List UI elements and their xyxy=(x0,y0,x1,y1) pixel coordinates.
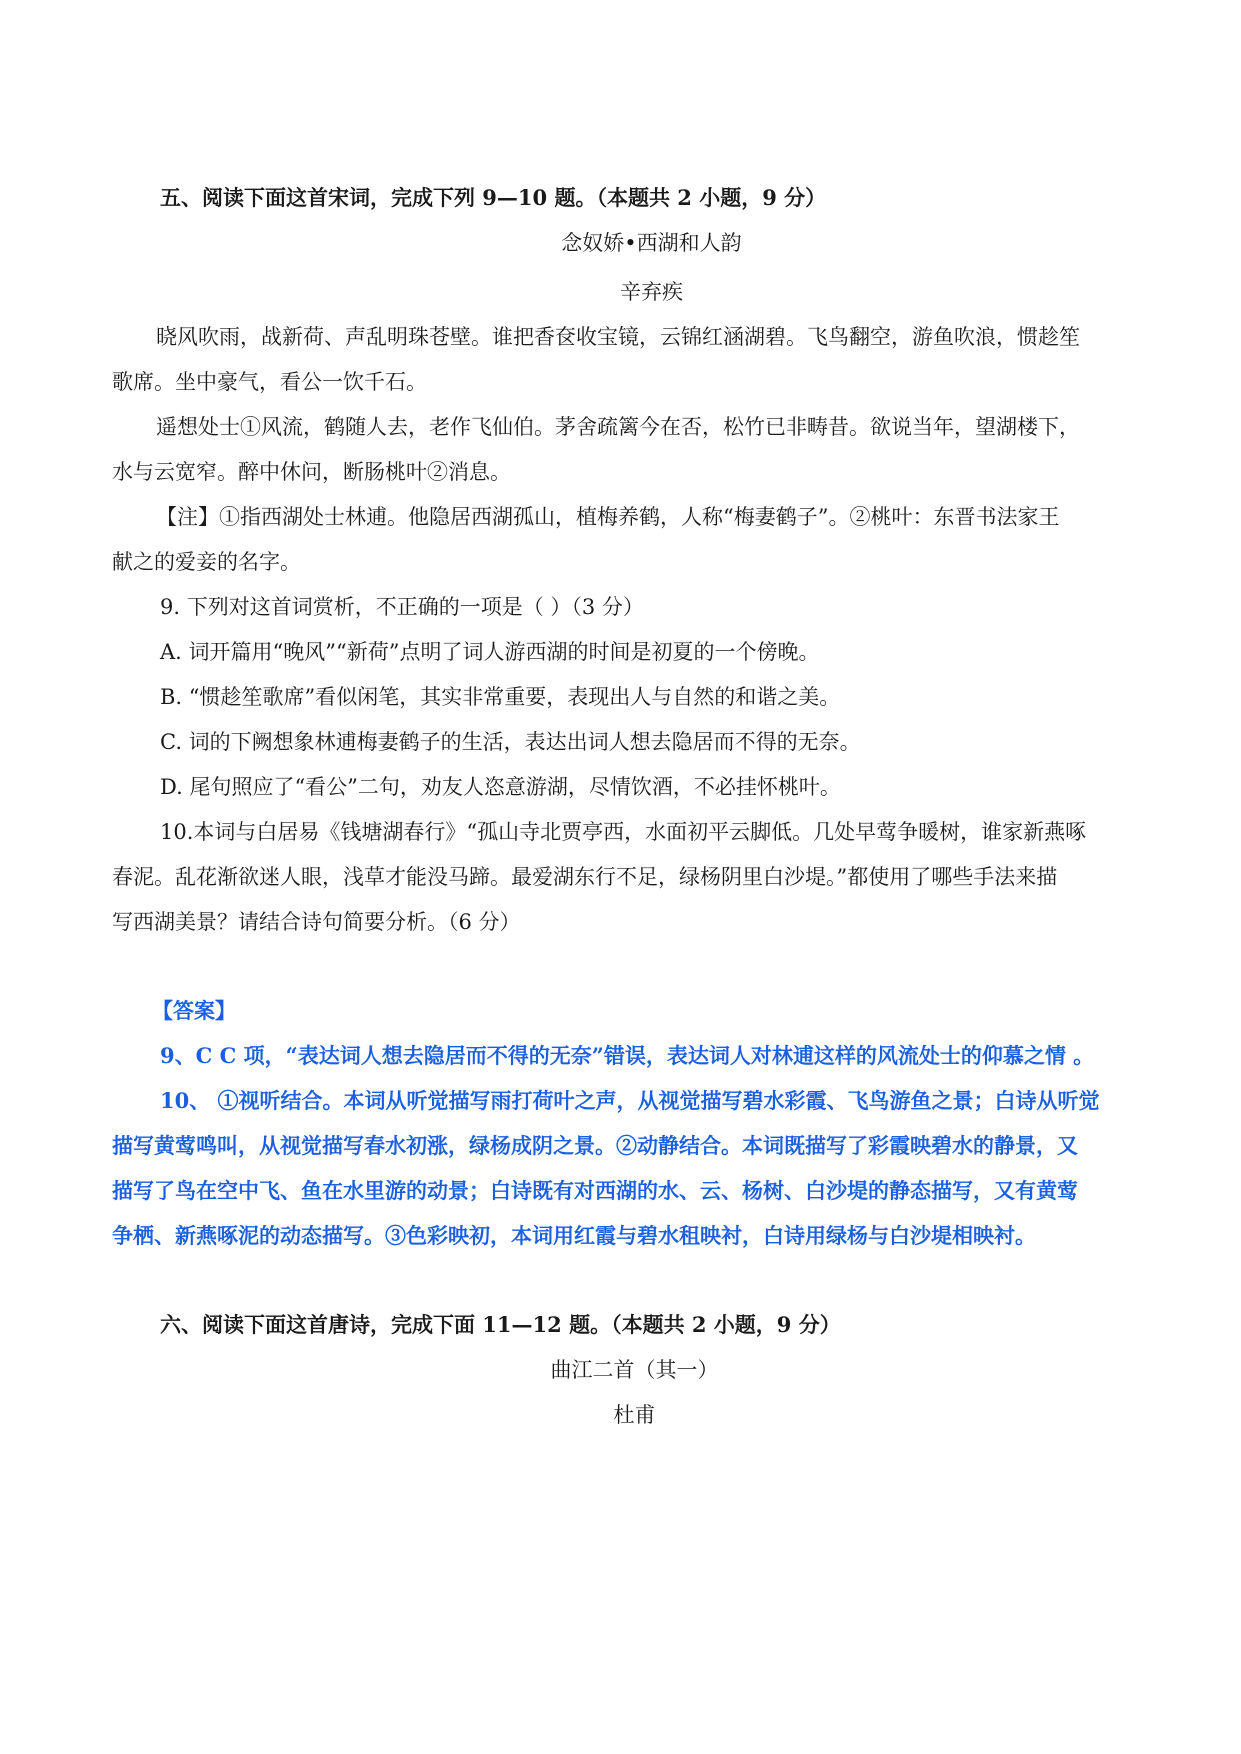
section-five-heading: 五、阅读下面这首宋词，完成下列 9—10 题。（本题共 2 小题，9 分） xyxy=(160,185,827,210)
poem-author: 辛弃疾 xyxy=(620,280,683,304)
note-line-1: 【注】①指西湖处士林逋。他隐居西湖孤山，植梅养鹤，人称“梅妻鹤子”。②桃叶：东晋书法家王 xyxy=(156,505,1060,529)
answer-nine: 9、C C 项，“表达词人想去隐居而不得的无奈”错误，表达词人对林逋这样的风流处士的仰慕之情 。 xyxy=(160,1043,1095,1068)
question-ten-line-2: 春泥。乱花渐欲迷人眼，浅草才能没马蹄。最爱湖东行不足，绿杨阴里白沙堤。”都使用了哪些手法来描 xyxy=(112,865,1058,889)
question-nine-option-d: D. 尾句照应了“看公”二句，劝友人恣意游湖，尽情饮酒，不必挂怀桃叶。 xyxy=(160,775,841,799)
stanza-two-line-2: 水与云宽窄。醉中休问，断肠桃叶②消息。 xyxy=(112,460,511,484)
poem-two-author: 杜甫 xyxy=(613,1403,656,1427)
question-ten-line-1: 10.本词与白居易《钱塘湖春行》“孤山寺北贾亭西，水面初平云脚低。几处早莺争暖树，谁家新燕啄 xyxy=(160,820,1087,844)
poem-title: 念奴娇•西湖和人韵 xyxy=(561,231,742,255)
question-nine-option-a: A. 词开篇用“晚风”“新荷”点明了词人游西湖的时间是初夏的一个傍晚。 xyxy=(160,640,820,664)
question-ten-line-3: 写西湖美景？请结合诗句简要分析。（6 分） xyxy=(112,910,521,934)
question-nine-stem: 9. 下列对这首词赏析，不正确的一项是（ ）（3 分） xyxy=(160,595,644,619)
answer-ten-line-3: 描写了鸟在空中飞、鱼在水里游的动景；白诗既有对西湖的水、云、杨树、白沙堤的静态描写，又有黄莺 xyxy=(112,1178,1078,1203)
answer-ten-line-4: 争栖、新燕啄泥的动态描写。③色彩映初，本词用红霞与碧水租映衬，白诗用绿杨与白沙堤相映衬。 xyxy=(112,1223,1036,1248)
question-nine-option-c: C. 词的下阙想象林逋梅妻鹤子的生活，表达出词人想去隐居而不得的无奈。 xyxy=(160,730,861,754)
answer-label: 【答案】 xyxy=(152,998,236,1023)
poem-two-title: 曲江二首（其一） xyxy=(550,1358,719,1382)
answer-ten-line-2: 描写黄莺鸣叫，从视觉描写春水初涨，绿杨成阴之景。②动静结合。本词既描写了彩霞映碧水的静景，又 xyxy=(112,1133,1078,1158)
answer-ten-line-1: 10、 ①视听结合。本词从听觉描写雨打荷叶之声，从视觉描写碧水彩霞、飞鸟游鱼之景；白诗从听觉 xyxy=(160,1088,1100,1113)
stanza-one-line-2: 歌席。坐中豪气，看公一饮千石。 xyxy=(112,370,427,394)
question-nine-option-b: B. “惯趁笙歌席”看似闲笔，其实非常重要，表现出人与自然的和谐之美。 xyxy=(160,685,841,709)
stanza-one-line-1: 晓风吹雨，战新荷、声乱明珠苍壁。谁把香奁收宝镜，云锦红涵湖碧。飞鸟翻空，游鱼吹浪，惯趁笙 xyxy=(156,325,1080,349)
section-six-heading: 六、阅读下面这首唐诗，完成下面 11—12 题。（本题共 2 小题，9 分） xyxy=(160,1312,841,1337)
stanza-two-line-1: 遥想处士①风流，鹤随人去，老作飞仙伯。茅舍疏篱今在否，松竹已非畴昔。欲说当年，望湖楼下， xyxy=(156,415,1080,439)
note-line-2: 献之的爱妾的名字。 xyxy=(112,550,301,574)
